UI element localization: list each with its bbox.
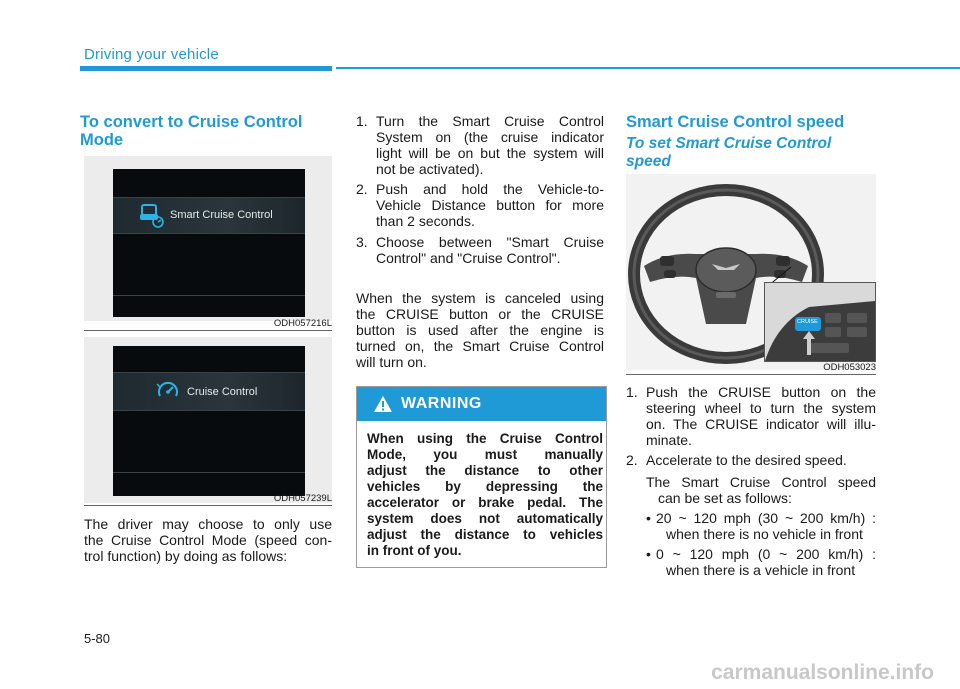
figure3-caption: ODH053023 [823, 362, 876, 373]
left-heading [80, 113, 302, 149]
header-rule-thin [336, 67, 960, 69]
bullet-2: • 0 ~ 120 mph (0 ~ 200 km/h) : when there is a vehicle in front [646, 546, 876, 578]
step-2: 2. Push and hold the Vehicle-to- Vehicle Distance button for more than 2 seconds. [356, 181, 604, 229]
watermark: carmanualsonline.info [711, 661, 934, 684]
figure1-rule [84, 330, 332, 331]
header-rule-thick [80, 66, 332, 71]
figure2-caption: ODH057239L [273, 493, 332, 504]
right-heading: Smart Cruise Control speed [626, 113, 845, 131]
cruise-button-label: CRUISE [797, 319, 818, 325]
bullet-dot: • [646, 510, 651, 526]
figure1-caption: ODH057216L [273, 318, 332, 329]
page-number: 5-80 [84, 631, 111, 646]
cruise-speedometer-icon [155, 378, 181, 404]
left-paragraph: The driver may choose to only use the Cruise Control Mode (speed con- trol function) by doing as follows: [84, 516, 332, 564]
smart-cruise-car-icon [138, 201, 166, 229]
left-heading-line: To convert to Cruise Control [80, 113, 303, 131]
bullet-dot: • [646, 546, 651, 562]
warning-title: WARNING [401, 395, 482, 412]
figure3-rule [626, 374, 876, 375]
figure-steering-wheel [626, 174, 876, 370]
step-1: 1. Turn the Smart Cruise Control System on (the cruise indicator light will be on but the system will not be activated). [356, 113, 604, 177]
cluster-screen-1 [113, 169, 305, 317]
speed-intro: The Smart Cruise Control speed can be set as follows: [646, 474, 876, 506]
warning-triangle-icon [373, 395, 393, 413]
section-label: Driving your vehicle [84, 46, 219, 63]
warning-box [356, 386, 607, 568]
screen-label-cruise: Cruise Control [187, 386, 258, 398]
step-3: 3. Choose between "Smart Cruise Control" and "Cruise Control". [356, 234, 604, 266]
right-step-1: 1. Push the CRUISE button on the steering wheel to turn the system on. The CRUISE indicator will illu- minate. [626, 384, 876, 448]
warning-text: When using the Cruise Control Mode, you must manually adjust the distance to other vehicles by depressing the accelerator or brake pedal. The system does not automatically adjust the distance to vehicles in front of you. [367, 431, 603, 558]
bullet-1: • 20 ~ 120 mph (30 ~ 200 km/h) : when there is no vehicle in front [646, 510, 876, 542]
screen-label-smart-cruise: Smart Cruise Control [170, 209, 273, 221]
left-heading-line: Mode [80, 131, 124, 149]
figure2-rule [84, 505, 332, 506]
right-step-2: 2. Accelerate to the desired speed. [626, 452, 847, 468]
cluster-screen-2 [113, 346, 305, 496]
cruise-button-inset [764, 282, 876, 362]
middle-paragraph: When the system is canceled using the CRUISE button or the CRUISE button is used after the engine is turned on, the Smart Cruise Control will turn on. [356, 290, 604, 370]
right-subheading: To set Smart Cruise Control speed [626, 135, 832, 170]
